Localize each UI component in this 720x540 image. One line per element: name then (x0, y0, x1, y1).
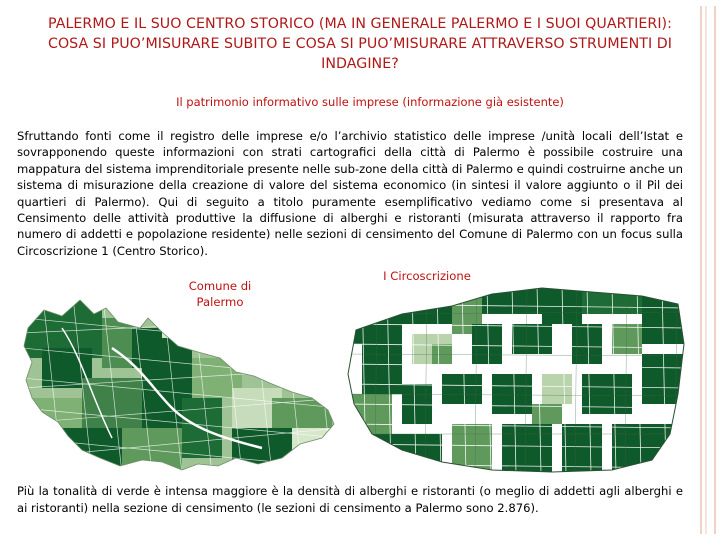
circoscrizione-map (342, 284, 690, 474)
map-right-label: I Circoscrizione (383, 269, 471, 283)
slide-title: PALERMO E IL SUO CENTRO STORICO (MA IN GENERALE PALERMO E I SUOI QUARTIERI): COSA SI PUO’MISURARE SUBITO E COSA SI PUO’MISURARE ATTRAVERSO STRUMENTI DI INDAGINE? (47, 16, 673, 72)
decorative-border (700, 6, 716, 534)
intro-paragraph: Sfruttando fonti come il registro delle imprese e/o l’archivio statistico delle imprese /unità locali dell’Istat e sovrapponendo queste informazioni con strati cartografici della città di Palermo è possibile costruire una mappatura del sistema imprenditoriale presente nelle sub-zone della città di Palermo e quindi costruirne anche un sistema di misurazione della creazione di valore del sistema economico (in sintesi il valore aggiunto o il Pil dei quartieri di Palermo). Qui di seguito a titolo puramente esemplificativo vediamo come si presentava al Censimento delle attività produttive la diffusione di alberghi e ristoranti (misurata attraverso il rapporto fra numero di addetti e popolazione residente) nelle sezioni di censimento del Comune di Palermo con un focus sulla Circoscrizione 1 (Centro Storico). (17, 129, 683, 258)
slide-subtitle: Il patrimonio informativo sulle imprese (informazione già esistente) (176, 95, 564, 109)
map-left-label: Comune di Palermo (188, 279, 252, 309)
footer-note: Più la tonalità di verde è intensa maggiore è la densità di alberghi e ristoranti (o meglio di addetti agli alberghi e ai ristoranti) nella sezione di censimento (le sezioni di censimento a Palermo sono 2.876). (17, 484, 683, 515)
palermo-municipality-map (22, 288, 340, 474)
